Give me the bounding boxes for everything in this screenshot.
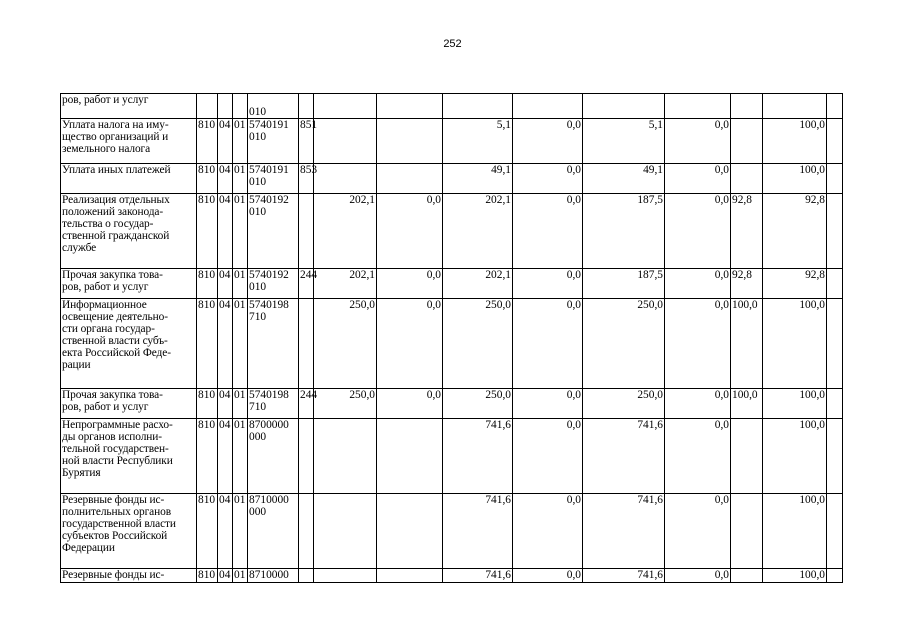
- row-name: Прочая закупка това- ров, работ и услуг: [61, 269, 197, 299]
- expense-type-code: 853: [299, 164, 314, 194]
- ved-code: 810: [197, 194, 218, 269]
- trailing-col: [827, 269, 843, 299]
- row-name: Резервные фонды ис- полнительных органов государственной власти субъектов Российской Федерации: [61, 494, 197, 569]
- trailing-col: [827, 389, 843, 419]
- ved-code: 810: [197, 269, 218, 299]
- table-row: [61, 569, 843, 583]
- value-col-4: 0,0: [513, 299, 583, 389]
- table-row: [61, 419, 843, 494]
- percent-col-1: [731, 569, 763, 583]
- table-row: [61, 389, 843, 419]
- section-code: 04: [218, 569, 233, 583]
- trailing-col: [827, 119, 843, 164]
- value-col-6: 0,0: [665, 494, 731, 569]
- percent-col-2: 100,0: [763, 299, 827, 389]
- percent-col-1: [731, 419, 763, 494]
- percent-col-2: 92,8: [763, 269, 827, 299]
- value-col-6: 0,0: [665, 269, 731, 299]
- value-col-1: 250,0: [314, 299, 377, 389]
- section-code: 04: [218, 119, 233, 164]
- row-name: Уплата налога на иму- щество организаций и земельного налога: [61, 119, 197, 164]
- value-col-2: [377, 494, 443, 569]
- ved-code: 810: [197, 119, 218, 164]
- value-col-6: 0,0: [665, 389, 731, 419]
- percent-col-1: [731, 164, 763, 194]
- section-code: 04: [218, 299, 233, 389]
- value-col-2: [377, 164, 443, 194]
- row-name: Реализация отдельных положений законода- тельства о государ- ственной гражданской службе: [61, 194, 197, 269]
- value-col-3: 250,0: [443, 299, 513, 389]
- percent-col-1: 92,8: [731, 194, 763, 269]
- section-code: 04: [218, 194, 233, 269]
- value-col-3: 741,6: [443, 569, 513, 583]
- value-col-4: 0,0: [513, 194, 583, 269]
- ved-code: 810: [197, 569, 218, 583]
- value-col-4: 0,0: [513, 269, 583, 299]
- value-col-2: 0,0: [377, 269, 443, 299]
- percent-col-2: 100,0: [763, 389, 827, 419]
- ved-code: 810: [197, 494, 218, 569]
- subsection-code: 01: [233, 299, 248, 389]
- trailing-col: [827, 194, 843, 269]
- value-col-3: 250,0: [443, 389, 513, 419]
- expense-type-code: 244: [299, 389, 314, 419]
- table-row: [61, 94, 843, 119]
- trailing-col: [827, 299, 843, 389]
- percent-col-2: [763, 94, 827, 119]
- value-col-1: [314, 94, 377, 119]
- trailing-col: [827, 94, 843, 119]
- subsection-code: 01: [233, 164, 248, 194]
- value-col-5: 741,6: [583, 494, 665, 569]
- value-col-2: [377, 569, 443, 583]
- target-article-code: 5740192 010: [248, 269, 299, 299]
- value-col-4: 0,0: [513, 494, 583, 569]
- value-col-3: 741,6: [443, 419, 513, 494]
- section-code: 04: [218, 419, 233, 494]
- value-col-5: 741,6: [583, 419, 665, 494]
- table-row: [61, 194, 843, 269]
- value-col-3: 5,1: [443, 119, 513, 164]
- row-name: Прочая закупка това- ров, работ и услуг: [61, 389, 197, 419]
- expense-type-code: [299, 94, 314, 119]
- page-number: 252: [443, 38, 462, 50]
- value-col-3: 741,6: [443, 494, 513, 569]
- section-code: 04: [218, 269, 233, 299]
- expense-type-code: [299, 299, 314, 389]
- trailing-col: [827, 419, 843, 494]
- table-row: [61, 494, 843, 569]
- row-name: Резервные фонды ис-: [61, 569, 197, 583]
- value-col-3: 202,1: [443, 269, 513, 299]
- percent-col-2: 100,0: [763, 164, 827, 194]
- table-row: [61, 299, 843, 389]
- expense-type-code: 851: [299, 119, 314, 164]
- value-col-1: [314, 494, 377, 569]
- value-col-2: [377, 419, 443, 494]
- trailing-col: [827, 164, 843, 194]
- value-col-6: 0,0: [665, 119, 731, 164]
- subsection-code: 01: [233, 419, 248, 494]
- value-col-6: 0,0: [665, 419, 731, 494]
- table-row: [61, 269, 843, 299]
- value-col-1: 202,1: [314, 194, 377, 269]
- expense-type-code: [299, 494, 314, 569]
- value-col-2: 0,0: [377, 194, 443, 269]
- subsection-code: 01: [233, 194, 248, 269]
- subsection-code: 01: [233, 389, 248, 419]
- value-col-1: [314, 119, 377, 164]
- subsection-code: 01: [233, 494, 248, 569]
- value-col-4: 0,0: [513, 419, 583, 494]
- value-col-1: [314, 569, 377, 583]
- value-col-2: 0,0: [377, 299, 443, 389]
- subsection-code: 01: [233, 269, 248, 299]
- value-col-3: [443, 94, 513, 119]
- value-col-1: [314, 419, 377, 494]
- row-name: Информационное освещение деятельно- сти органа государ- ственной власти субъ- екта Российской Феде- рации: [61, 299, 197, 389]
- section-code: 04: [218, 389, 233, 419]
- expense-type-code: [299, 419, 314, 494]
- ved-code: 810: [197, 419, 218, 494]
- target-article-code: 5740198 710: [248, 389, 299, 419]
- value-col-4: 0,0: [513, 569, 583, 583]
- table-body: [61, 94, 843, 583]
- target-article-code: 8710000 000: [248, 494, 299, 569]
- target-article-code: 5740192 010: [248, 194, 299, 269]
- value-col-1: 250,0: [314, 389, 377, 419]
- ved-code: 810: [197, 389, 218, 419]
- subsection-code: 01: [233, 569, 248, 583]
- expense-type-code: 244: [299, 269, 314, 299]
- table-row: [61, 164, 843, 194]
- percent-col-2: 100,0: [763, 494, 827, 569]
- budget-table: [60, 93, 843, 583]
- value-col-2: 0,0: [377, 389, 443, 419]
- value-col-1: 202,1: [314, 269, 377, 299]
- expense-type-code: [299, 194, 314, 269]
- ved-code: [197, 94, 218, 119]
- value-col-6: 0,0: [665, 569, 731, 583]
- value-col-2: [377, 94, 443, 119]
- value-col-5: 250,0: [583, 389, 665, 419]
- value-col-6: 0,0: [665, 164, 731, 194]
- value-col-6: 0,0: [665, 299, 731, 389]
- section-code: 04: [218, 164, 233, 194]
- section-code: [218, 94, 233, 119]
- value-col-4: 0,0: [513, 389, 583, 419]
- target-article-code: 5740191 010: [248, 164, 299, 194]
- value-col-2: [377, 119, 443, 164]
- subsection-code: 01: [233, 119, 248, 164]
- row-name: ров, работ и услуг: [61, 94, 197, 119]
- subsection-code: [233, 94, 248, 119]
- value-col-5: 49,1: [583, 164, 665, 194]
- value-col-4: [513, 94, 583, 119]
- value-col-6: [665, 94, 731, 119]
- value-col-5: [583, 94, 665, 119]
- target-article-code: 8710000: [248, 569, 299, 583]
- percent-col-1: [731, 494, 763, 569]
- percent-col-1: 100,0: [731, 389, 763, 419]
- target-article-code: 010: [248, 94, 299, 119]
- target-article-code: 5740198 710: [248, 299, 299, 389]
- target-article-code: 5740191 010: [248, 119, 299, 164]
- target-article-code: 8700000 000: [248, 419, 299, 494]
- value-col-3: 202,1: [443, 194, 513, 269]
- expense-type-code: [299, 569, 314, 583]
- value-col-5: 187,5: [583, 269, 665, 299]
- row-name: Уплата иных платежей: [61, 164, 197, 194]
- percent-col-2: 100,0: [763, 569, 827, 583]
- section-code: 04: [218, 494, 233, 569]
- ved-code: 810: [197, 299, 218, 389]
- value-col-5: 187,5: [583, 194, 665, 269]
- row-name: Непрограммные расхо- ды органов исполни- тельной государствен- ной власти Республики Бурятия: [61, 419, 197, 494]
- percent-col-2: 100,0: [763, 419, 827, 494]
- percent-col-1: 100,0: [731, 299, 763, 389]
- percent-col-2: 100,0: [763, 119, 827, 164]
- percent-col-1: 92,8: [731, 269, 763, 299]
- percent-col-2: 92,8: [763, 194, 827, 269]
- value-col-5: 5,1: [583, 119, 665, 164]
- value-col-6: 0,0: [665, 194, 731, 269]
- table-row: [61, 119, 843, 164]
- percent-col-1: [731, 119, 763, 164]
- value-col-5: 741,6: [583, 569, 665, 583]
- percent-col-1: [731, 94, 763, 119]
- value-col-1: [314, 164, 377, 194]
- value-col-5: 250,0: [583, 299, 665, 389]
- trailing-col: [827, 569, 843, 583]
- value-col-4: 0,0: [513, 119, 583, 164]
- value-col-4: 0,0: [513, 164, 583, 194]
- value-col-3: 49,1: [443, 164, 513, 194]
- trailing-col: [827, 494, 843, 569]
- ved-code: 810: [197, 164, 218, 194]
